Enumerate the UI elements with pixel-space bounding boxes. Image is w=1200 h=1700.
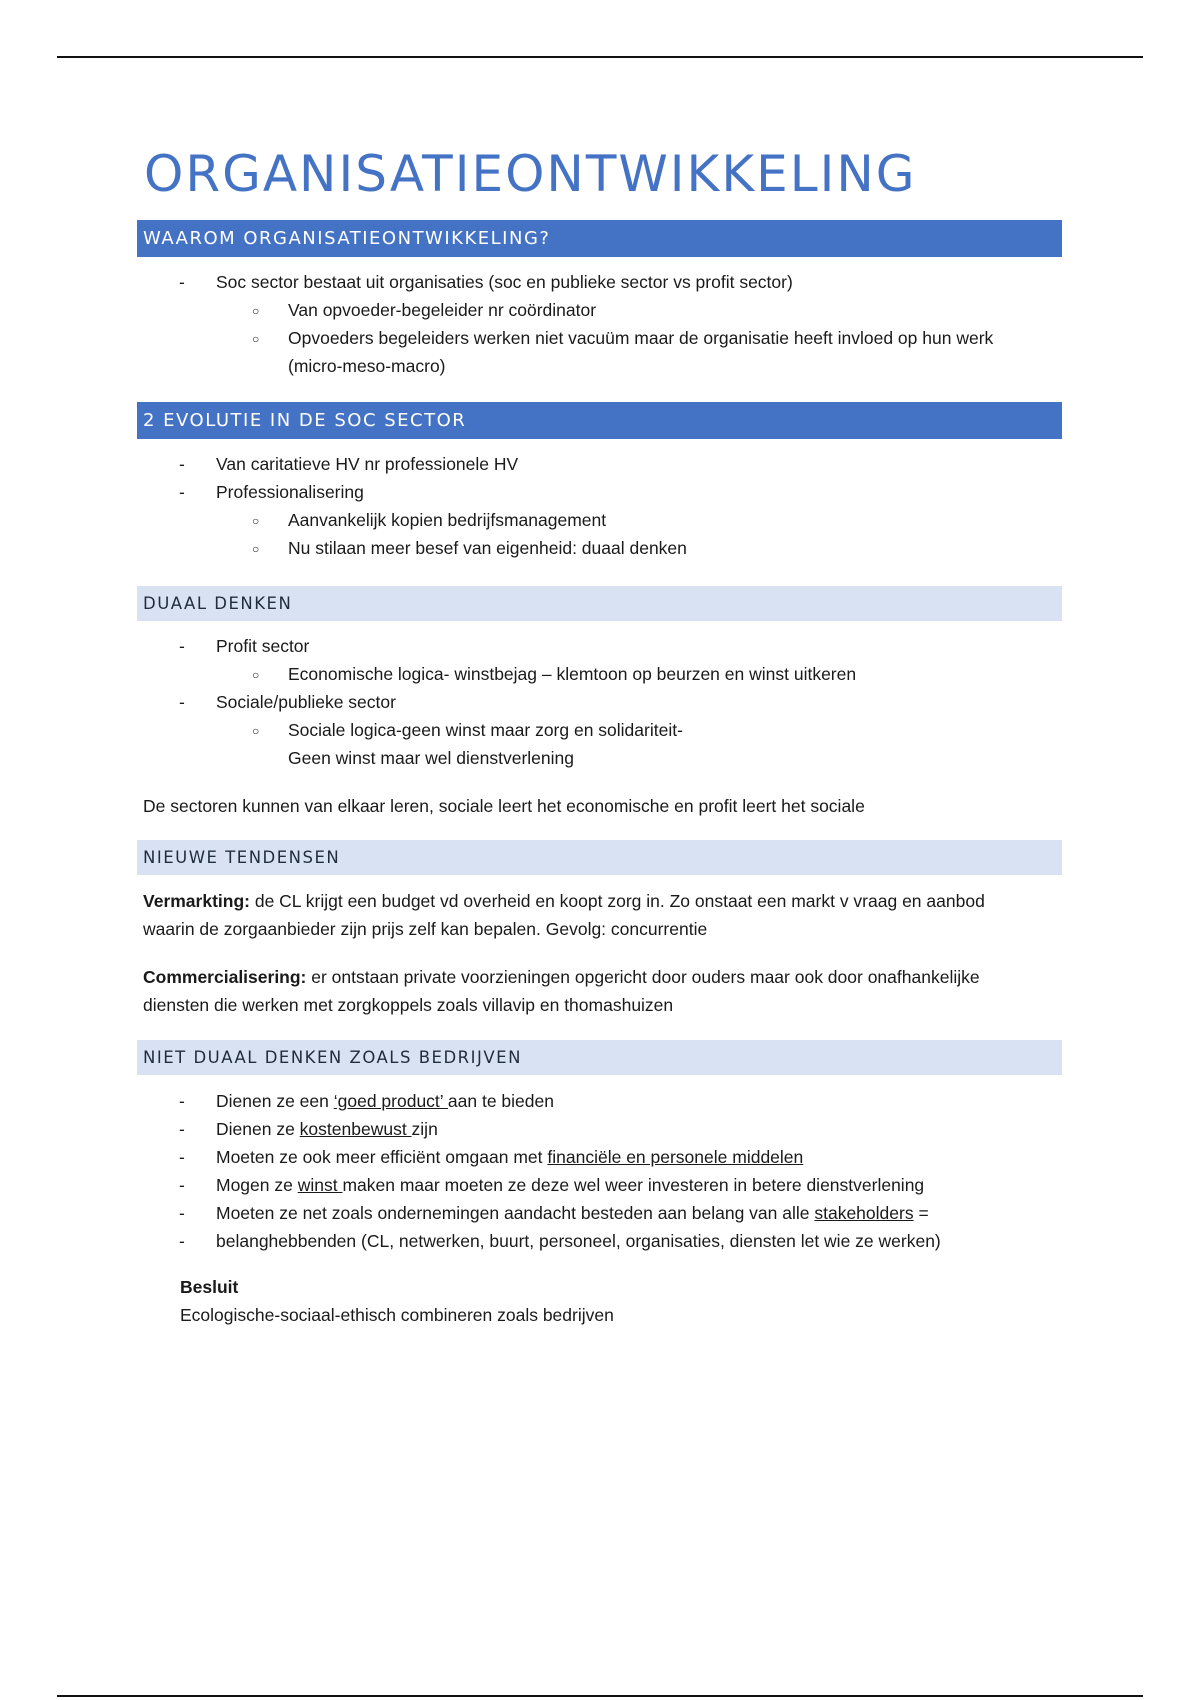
term-vermarkting: Vermarkting: xyxy=(143,891,250,911)
section-niet-duaal-list xyxy=(137,1087,1062,1255)
list-item: - Moeten ze ook meer efficiënt omgaan met financiële en personele middelen xyxy=(137,1143,1062,1171)
heading-niet-duaal: NIET DUAAL DENKEN ZOALS BEDRIJVEN xyxy=(137,1040,1062,1075)
underlined-term: ‘goed product’ xyxy=(333,1091,448,1111)
paragraph-commercialisering: Commercialisering: er ontstaan private voorzieningen opgericht door ouders maar ook door onafhankelijke diensten die werken met zorgkoppels zoals villavip en thomashuizen xyxy=(143,967,980,1015)
heading-waarom: WAAROM ORGANISATIEONTWIKKELING? xyxy=(137,220,1062,257)
list-item: - Dienen ze een ‘goed product’ aan te bieden xyxy=(137,1087,1062,1115)
conclusion-text: Ecologische-sociaal-ethisch combineren zoals bedrijven xyxy=(180,1305,614,1325)
sub-list-item: ○ Opvoeders begeleiders werken niet vacuüm maar de organisatie heeft invloed op hun werk xyxy=(137,324,1062,352)
sub-list-item: ○ Nu stilaan meer besef van eigenheid: duaal denken xyxy=(137,534,1062,562)
list-item: - Moeten ze net zoals ondernemingen aandacht besteden aan belang van alle stakeholders = xyxy=(137,1199,1062,1227)
sub-list-item: ○ Economische logica- winstbejag – klemtoon op beurzen en winst uitkeren xyxy=(137,660,1062,688)
underlined-term: winst xyxy=(297,1175,343,1195)
sub-list-item-continuation: (micro-meso-macro) xyxy=(288,356,446,376)
bottom-rule xyxy=(57,1695,1143,1697)
heading-nieuwe-tendensen: NIEUWE TENDENSEN xyxy=(137,840,1062,875)
page-title: ORGANISATIEONTWIKKELING xyxy=(144,145,917,203)
list-item: - Mogen ze winst maken maar moeten ze deze wel weer investeren in betere dienstverlening xyxy=(137,1171,1062,1199)
sub-list-item: ○ Van opvoeder-begeleider nr coördinator xyxy=(137,296,1062,324)
conclusion-label: Besluit xyxy=(180,1277,239,1297)
sub-list-item-continuation: Geen winst maar wel dienstverlening xyxy=(288,748,574,768)
list-item-continuation: - belanghebbenden (CL, netwerken, buurt, personeel, organisaties, diensten let wie ze werken) xyxy=(137,1227,1062,1255)
section-duaal-list xyxy=(137,632,1062,772)
list-item: - Professionalisering xyxy=(137,478,1062,506)
list-item: - Soc sector bestaat uit organisaties (soc en publieke sector vs profit sector) xyxy=(137,268,1062,296)
heading-evolutie: 2 EVOLUTIE IN DE SOC SECTOR xyxy=(137,402,1062,439)
underlined-term: financiële en personele middelen xyxy=(547,1147,804,1167)
document-body xyxy=(137,140,1062,1329)
sub-list-item: ○ Aanvankelijk kopien bedrijfsmanagement xyxy=(137,506,1062,534)
sub-list-item: ○ Sociale logica-geen winst maar zorg en solidariteit- xyxy=(137,716,1062,744)
underlined-term: kostenbewust xyxy=(299,1119,412,1139)
heading-duaal-denken: DUAAL DENKEN xyxy=(137,586,1062,621)
term-commercialisering: Commercialisering: xyxy=(143,967,307,987)
section-evolutie-list xyxy=(137,450,1062,562)
section-waarom-list xyxy=(137,268,1062,380)
paragraph-sectoren: De sectoren kunnen van elkaar leren, sociale leert het economische en profit leert het sociale xyxy=(143,796,865,816)
conclusion xyxy=(137,1273,1062,1329)
list-item: - Dienen ze kostenbewust zijn xyxy=(137,1115,1062,1143)
list-item: - Van caritatieve HV nr professionele HV xyxy=(137,450,1062,478)
paragraph-vermarkting: Vermarkting: de CL krijgt een budget vd overheid en koopt zorg in. Zo onstaat een markt v vraag en aanbod waarin de zorgaanbieder zijn prijs zelf kan bepalen. Gevolg: concurrentie xyxy=(143,891,985,939)
top-rule xyxy=(57,56,1143,58)
list-item: - Sociale/publieke sector xyxy=(137,688,1062,716)
list-item: - Profit sector xyxy=(137,632,1062,660)
underlined-term: stakeholders xyxy=(814,1203,914,1223)
